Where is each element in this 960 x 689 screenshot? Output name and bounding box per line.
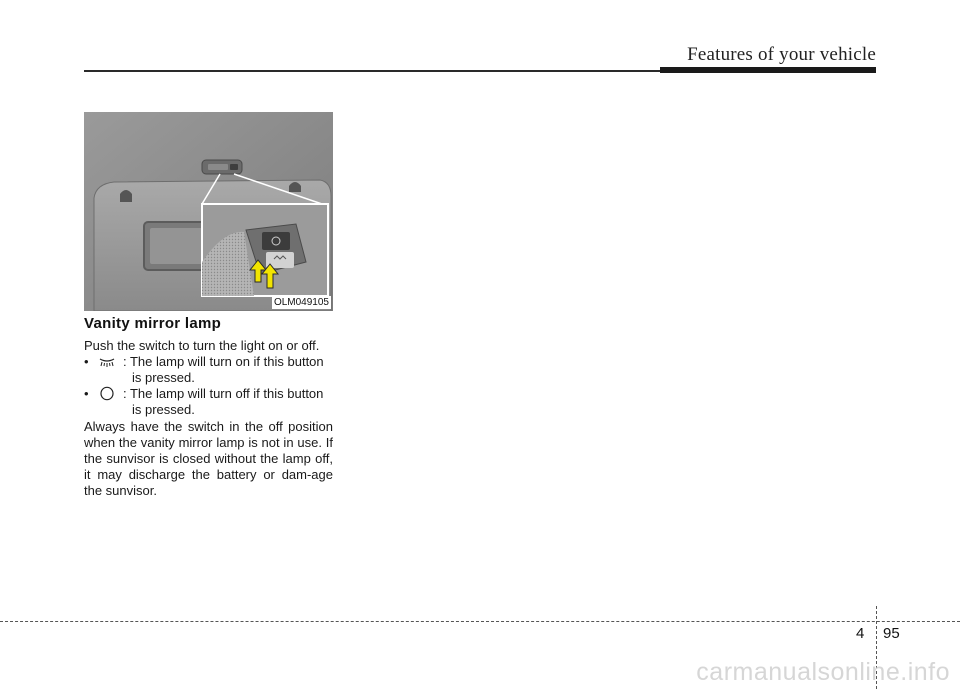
header-rule-accent — [660, 67, 876, 73]
usage-note: Always have the switch in the off position when the vanity mirror lamp is not in use. If the sunvisor is closed without the lamp off, it may discharge the battery or dam-age the sunvisor. — [84, 419, 333, 498]
watermark: carmanualsonline.info — [696, 658, 950, 686]
footer-rule — [0, 621, 960, 622]
bullet-mark: • — [84, 386, 89, 401]
header-rule — [84, 70, 660, 72]
lamp-on-icon — [98, 354, 116, 369]
page-number: 95 — [883, 625, 900, 642]
vanity-mirror-photo — [84, 112, 333, 311]
bullet-lamp-on — [84, 354, 333, 386]
bullet-mark: • — [84, 354, 89, 369]
lamp-off-icon — [98, 386, 116, 401]
bullet-text-continued: is pressed. — [132, 402, 195, 417]
figure-code: OLM049105 — [273, 297, 329, 308]
section-title: Features of your vehicle — [687, 44, 876, 65]
bullet-text: : The lamp will turn off if this button — [123, 386, 324, 401]
bullet-text-continued: is pressed. — [132, 370, 195, 385]
section-heading: Vanity mirror lamp — [84, 315, 222, 332]
chapter-number: 4 — [856, 625, 865, 642]
bullet-text: : The lamp will turn on if this button — [123, 354, 324, 369]
intro-text: Push the switch to turn the light on or off. — [84, 338, 320, 353]
sunvisor-illustration — [84, 112, 333, 311]
bullet-lamp-off — [84, 386, 333, 418]
